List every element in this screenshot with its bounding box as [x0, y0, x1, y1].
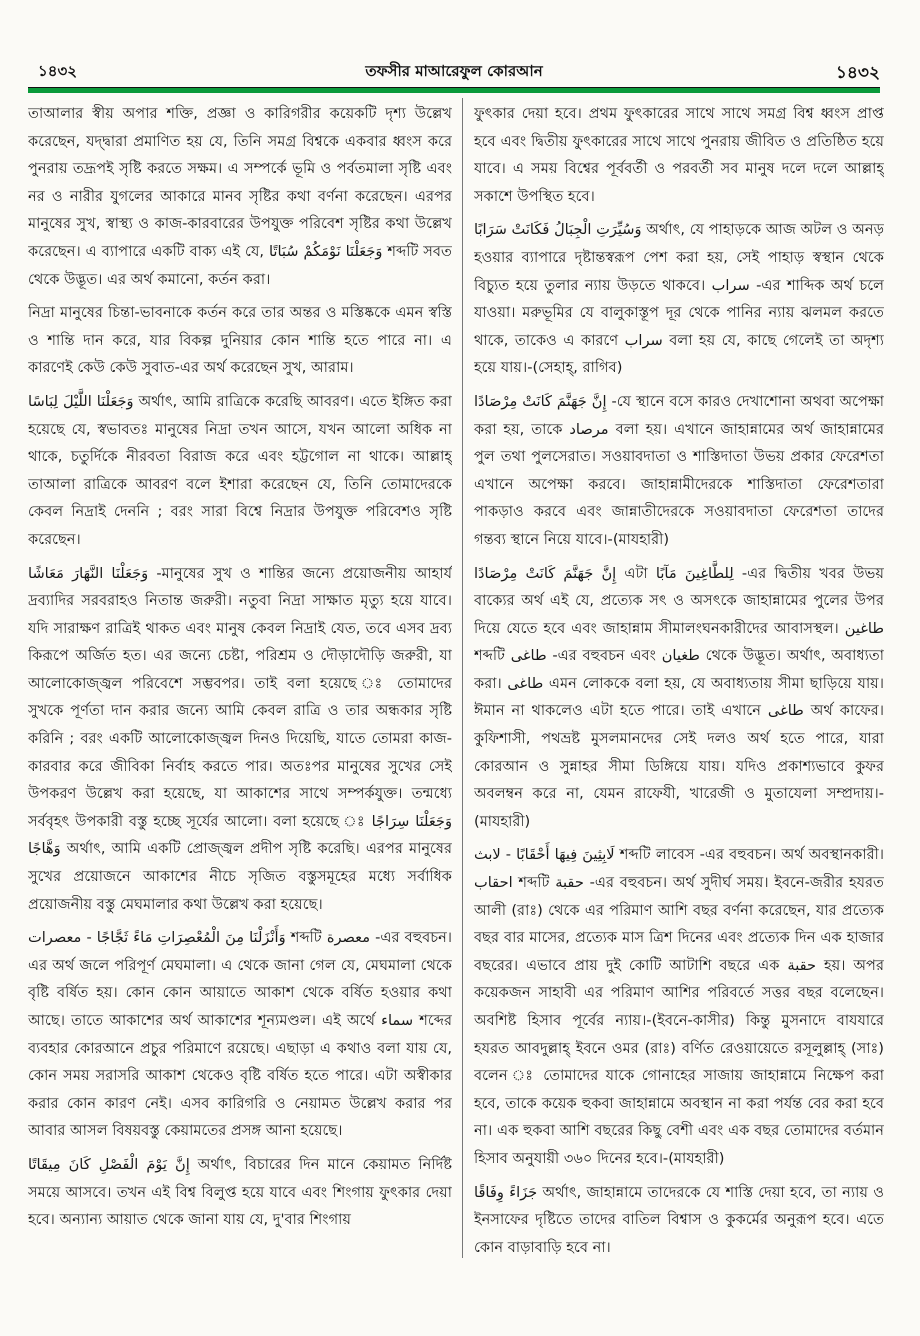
paragraph: إِنَّ يَوْمَ الْفَصْلِ كَانَ مِيقَاتًا অর্থাৎ, বিচারের দিন মানে কেয়ামত নির্দিষ্ট সময়ে আসবে। তখন এই বিশ্ব বিলুপ্ত হয়ে যাবে এবং শিংগায় ফুৎকার দেয়া হবে। অন্যান্য আয়াত থেকে জানা যায় যে, দু'বার শিংগায় — [28, 1155, 452, 1229]
left-column — [28, 100, 452, 1260]
paragraph: وَجَعَلْنَا اللَّيْلَ لِبَاسًا অর্থাৎ, আমি রাত্রিকে করেছি আবরণ। এতে ইঙ্গিত করা হয়েছে যে, স্বভাবতঃ মানুষের নিদ্রা তখন আসে, যখন আলো অধিক না থাকে, চতুর্দিকে নীরবতা বিরাজ করে এবং হট্টগোল না থাকে। আল্লাহ্ তাআলা রাত্রিকে আবরণ বলে ইশারা করেছেন যে, তিনি তোমাদেরকে কেবল নিদ্রাই দেননি ; বরং সারা বিশ্বে নিদ্রার উপযুক্ত পরিবেশও সৃষ্টি করেছেন। — [28, 392, 452, 548]
paragraph: إِنَّ جَهَنَّمَ كَانَتْ مِرْصَادًا এটা لِلطَّاغِينَ مَآبًا -এর দ্বিতীয় খবর উভয় বাক্যের অর্থ এই যে, প্রত্যেক সৎ ও অসৎকে জাহান্নামের পুলের উপর দিয়ে যেতে হবে এবং জাহান্নাম সীমালংঘনকারীদের আবাসস্থল। طاغين শব্দটি طاغى -এর বহুবচন এবং طغيان থেকে উদ্ভূত। অর্থাৎ, অবাধ্যতা করা। طاغى এমন লোককে বলা হয়, যে অবাধ্যতায় সীমা ছাড়িয়ে যায়। ঈমান না থাকলেও এটা হতে পারে। তাই এখানে طاغى অর্থ কাফের। কুফিশাসী, পথভ্রষ্ট মুসলমানদের সেই দলও অর্থ হতে পারে, যারা কোরআন ও সুন্নাহর সীমা ডিঙ্গিয়ে যায়। যদিও প্রকাশ্যভাবে কুফর অবলম্বন করে না, যেমন রাফেযী, খারেজী ও মুতাযেলা সম্প্রদায়।-(মাযহারী) — [474, 564, 884, 830]
page-number-right: ১৪৩২ — [835, 63, 880, 83]
paragraph: ফুৎকার দেয়া হবে। প্রথম ফুৎকারের সাথে সাথে সমগ্র বিশ্ব ধ্বংস প্রাপ্ত হবে এবং দ্বিতীয় ফুৎকারের সাথে সাথে পুনরায় জীবিত ও প্রতিষ্ঠিত হয়ে যাবে। এ সময় বিশ্বের পূর্ববর্তী ও পরবর্তী সব মানুষ দলে দলে আল্লাহ্ সকাশে উপস্থিত হবে। — [474, 105, 884, 205]
paragraph: وَأَنْزَلْنَا مِنَ الْمُعْصِرَاتِ مَاءً ثَجَّاجًا - معصرات শব্দটি معصرة -এর বহুবচন। এর অর্থ জলে পরিপূর্ণ মেঘমালা। এ থেকে জানা গেল যে, মেঘমালা থেকে বৃষ্টি বর্ষিত হয়। কোন কোন আয়াতে আকাশ থেকে বর্ষিত হওয়ার কথা আছে। তাতে আকাশের অর্থ আকাশের শূন্যমণ্ডল। এই অর্থে سماء শব্দের ব্যবহার কোরআনে প্রচুর পরিমাণে রয়েছে। এছাড়া এ কথাও বলা যায় যে, কোন সময় সরাসরি আকাশ থেকেও বৃষ্টি বর্ষিত হতে পারে। এটা অস্বীকার করার কোন কারণ নেই। এসব কারিগরি ও নেয়ামত উল্লেখ করার পর আবার আসল বিষয়বস্তু কেয়ামতের প্রসঙ্গ আনা হয়েছে। — [28, 929, 452, 1140]
header-rule-green — [28, 88, 880, 93]
paragraph: إِنَّ جَهَنَّمَ كَانَتْ مِرْصَادًا -যে স্থানে বসে কারও দেখাশোনা অথবা অপেক্ষা করা হয়, তাকে مرصاد বলা হয়। এখানে জাহান্নামের অর্থ জাহান্নামের পুল তথা পুলসেরাত। সওয়াবদাতা ও শাস্তিদাতা উভয় প্রকার ফেরেশতা এখানে অপেক্ষা করবে। জাহান্নামীদেরকে শাস্তিদাতা ফেরেশতারা পাকড়াও করবে এবং জান্নাতীদেরকে সওয়াবদাতা ফেরেশতা তাদের গন্তব্য স্থানে নিয়ে যাবে।-(মাযহারী) — [474, 392, 884, 548]
paragraph: وَجَعَلْنَا النَّهَارَ مَعَاشًا -মানুষের সুখ ও শান্তির জন্যে প্রয়োজনীয় আহার্য দ্রব্যাদির সরবরাহও নিতান্ত জরুরী। নতুবা নিদ্রা সাক্ষাত মৃত্যু হয়ে যাবে। যদি সারাক্ষণ রাত্রিই থাকত এবং মানুষ কেবল নিদ্রাই যেত, তবে এসব দ্রব্য কিরূপে অর্জিত হত। এর জন্যে চেষ্টা, পরিশ্রম ও দৌড়াদৌড়ি জরুরী, যা আলোকোজ্জ্বল পরিবেশে সম্ভবপর। তাই বলা হয়েছে ঃ তোমাদের সুখকে পূর্ণতা দান করার জন্যে আমি কেবল রাত্রি ও তার অন্ধকার সৃষ্টি করিনি ; বরং একটি আলোকোজ্জ্বল দিনও দিয়েছি, যাতে তোমরা কাজ-কারবার করে জীবিকা নির্বাহ করতে পার। অতঃপর মানুষের সুখের সেই উপকরণ উল্লেখ করা হয়েছে, যা আকাশের সাথে সম্পর্কযুক্ত। তন্মধ্যে সর্ববৃহৎ উপকারী বস্তু হচ্ছে সূর্যের আলো। বলা হয়েছে ঃ وَجَعَلْنَا سِرَاجًا وَهَّاجًا অর্থাৎ, আমি একটি প্রোজ্জ্বল প্রদীপ সৃষ্টি করেছি। এরপর মানুষের সুখের প্রয়োজনে আকাশের নীচে সৃজিত বস্তুসমূহের মধ্যে সর্বাধিক প্রয়োজনীয় বস্তু মেঘমালার কথা উল্লেখ করা হয়েছে। — [28, 564, 452, 913]
paragraph: তাআলার স্বীয় অপার শক্তি, প্রজ্ঞা ও কারিগরীর কয়েকটি দৃশ্য উল্লেখ করেছেন, যদ্দ্বারা প্রমাণিত হয় যে, তিনি সমগ্র বিশ্বকে একবার ধ্বংস করে পুনরায় তদ্রূপই সৃষ্টি করতে সক্ষম। এ সম্পর্কে ভূমি ও পর্বতমালা সৃষ্টি এবং নর ও নারীর যুগলের আকারে মানব সৃষ্টির কথা বর্ণনা করেছেন। এরপর মানুষের সুখ, স্বাস্থ্য ও কাজ-কারবারের উপযুক্ত পরিবেশ সৃষ্টির কথা উল্লেখ করেছেন। এ ব্যাপারে একটি বাক্য এই যে, وَجَعَلْنَا نَوْمَكُمْ سُبَاتًا শব্দটি সবত থেকে উদ্ভূত। এর অর্থ কমানো, কর্তন করা। — [28, 105, 452, 288]
right-column — [474, 100, 884, 1260]
page-number-left: ১৪৩২ — [38, 62, 77, 80]
running-title: তফসীর মাআরেফুল কোরআন — [365, 62, 543, 80]
column-divider — [462, 98, 463, 1258]
paragraph: جَزَاءً وِفَاقًا অর্থাৎ, জাহান্নামে তাদেরকে যে শাস্তি দেয়া হবে, তা ন্যায় ও ইনসাফের দৃষ্টিতে তাদের বাতিল বিশ্বাস ও কুকর্মের অনুরূপ হবে। এতে কোন বাড়াবাড়ি হবে না। — [474, 1183, 884, 1256]
paragraph: নিদ্রা মানুষের চিন্তা-ভাবনাকে কর্তন করে তার অন্তর ও মস্তিষ্ককে এমন স্বস্তি ও শান্তি দান করে, যার বিকল্প দুনিয়ার কোন শান্তি হতে পারে না। এ কারণেই কেউ কেউ সুবাত-এর অর্থ করেছেন সুখ, আরাম। — [28, 304, 452, 377]
paragraph: لَابِثِينَ فِيهَا أَحْقَابًا - لابث শব্দটি লাবেস -এর বহুবচন। অর্থ অবস্থানকারী। احقاب শব্দটি حقبة -এর বহুবচন। অর্থ সুদীর্ঘ সময়। ইবনে-জরীর হযরত আলী (রাঃ) থেকে এর পরিমাণ আশি বছর বর্ণনা করেছেন, যার প্রত্যেক বছর বার মাসের, প্রত্যেক মাস ত্রিশ দিনের এবং প্রত্যেক দিন এক হাজার বছরের। এভাবে প্রায় দুই কোটি আটাশি বছরে এক حقبة হয়। অপর কয়েকজন সাহাবী এর পরিমাণ আশির পরিবর্তে সত্তর বছর বলেছেন। অবশিষ্ট হিসাব পূর্বের ন্যায়।-(ইবনে-কাসীর) কিন্তু মুসনাদে বাযযারে হযরত আবদুল্লাহ্ ইবনে ওমর (রাঃ) বর্ণিত রেওয়ায়েতে রসূলুল্লাহ্ (সাঃ) বলেন ঃ তোমাদের যাকে গোনাহের সাজায় জাহান্নামে নিক্ষেপ করা হবে, তাকে কয়েক হুকবা জাহান্নামে অবস্থান না করা পর্যন্ত বের করা হবে না। এক হুকবা আশি বছরের কিছু বেশী এবং এক বছর তোমাদের বর্তমান হিসাব অনুযায়ী ৩৬০ দিনের হবে।-(মাযহারী) — [474, 846, 884, 1167]
page-header — [28, 58, 880, 86]
paragraph: وَسُيِّرَتِ الْجِبَالُ فَكَانَتْ سَرَابًا অর্থাৎ, যে পাহাড়কে আজ অটল ও অনড় হওয়ার ব্যাপারে দৃষ্টান্তস্বরূপ পেশ করা হয়, সেই পাহাড় স্বস্থান থেকে বিচ্যুত হয়ে তুলার ন্যায় উড়তে থাকবে। سراب -এর শাব্দিক অর্থ চলে যাওয়া। মরুভূমির যে বালুকাস্তূপ দূর থেকে পানির ন্যায় ঝলমল করতে থাকে, তাকেও এ কারণে سراب বলা হয় যে, কাছে গেলেই তা অদৃশ্য হয়ে যায়।-(সেহাহ্, রাগিব) — [474, 221, 884, 377]
